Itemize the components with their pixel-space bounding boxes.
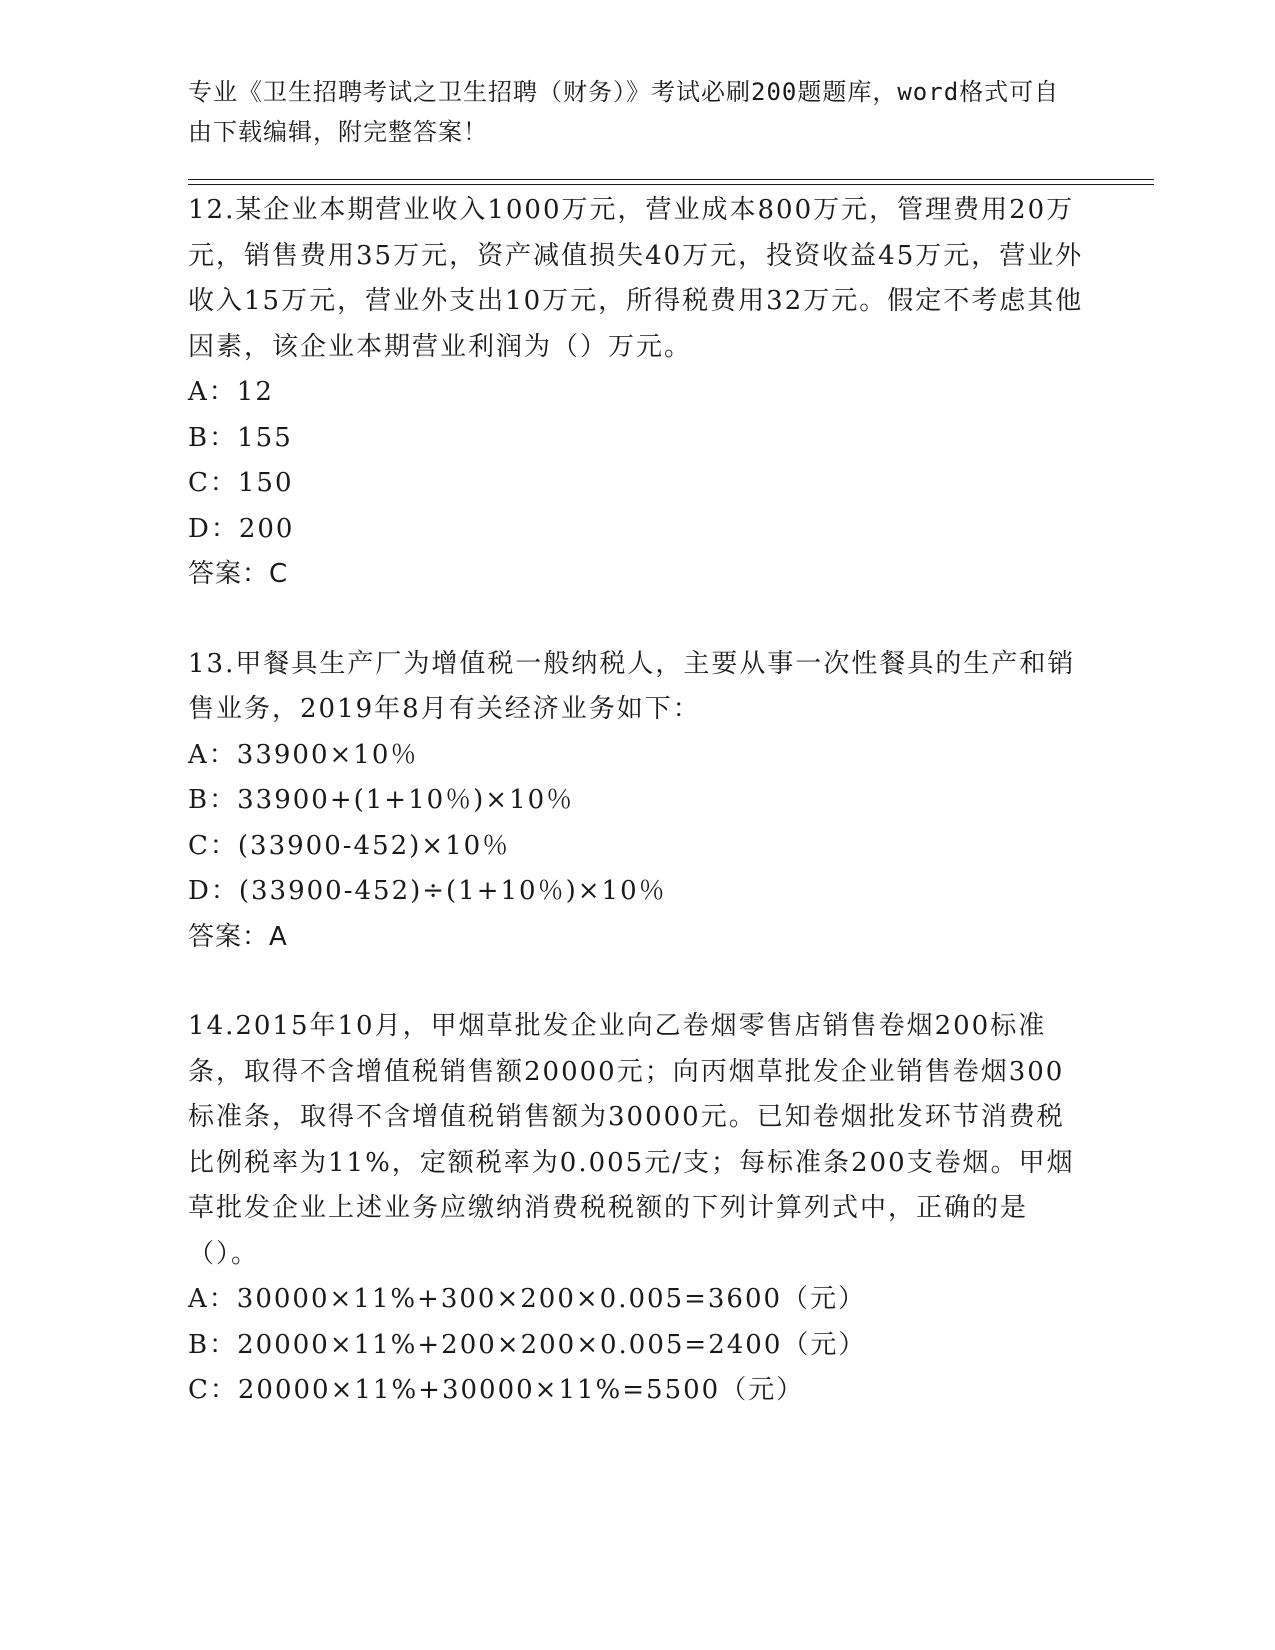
option-b: B：155	[188, 422, 293, 453]
question-12	[188, 188, 1088, 598]
header-line-1: 专业《卫生招聘考试之卫生招聘（财务）》考试必刷200题题库，word格式可自	[188, 78, 1060, 106]
option-c: C：(33900-452)×10％	[188, 830, 511, 861]
option-a: A：12	[188, 377, 274, 407]
question-text: 13.甲餐具生产厂为增值税一般纳税人，主要从事一次性餐具的生产和销售业务，2019年8月有关经济业务如下：	[188, 648, 1076, 724]
option-c: C：20000×11%+30000×11%=5500（元）	[188, 1375, 805, 1405]
question-14	[188, 1004, 1088, 1414]
option-b: B：33900+(1+10％)×10％	[188, 785, 575, 815]
option-c: C：150	[188, 468, 294, 498]
header-rule-bottom	[188, 184, 1154, 185]
header-line-2: 由下载编辑，附完整答案！	[188, 118, 488, 146]
question-list	[188, 188, 1088, 1458]
header-rule-top	[188, 179, 1154, 180]
option-d: D：200	[188, 513, 295, 544]
document-header	[188, 72, 1068, 152]
question-text: 12.某企业本期营业收入1000万元，营业成本800万元，管理费用20万元，销售费用35万元，资产减值损失40万元，投资收益45万元，营业外收入15万元，营业外支出10万元，所得税费用32万元。假定不考虑其他因素，该企业本期营业利润为（）万元。	[188, 195, 1084, 362]
question-text: 14.2015年10月，甲烟草批发企业向乙卷烟零售店销售卷烟200标准条，取得不含增值税销售额20000元；向丙烟草批发企业销售卷烟300标准条，取得不含增值税销售额为30000元。已知卷烟批发环节消费税比例税率为11%，定额税率为0.005元/支；每标准条200支卷烟。甲烟草批发企业上述业务应缴纳消费税税额的下列计算列式中，正确的是（）。	[188, 1011, 1075, 1269]
option-a: A：33900×10％	[188, 739, 419, 770]
question-13	[188, 642, 1088, 961]
answer: 答案：A	[188, 921, 288, 952]
option-d: D：(33900-452)÷(1+10％)×10％	[188, 876, 667, 906]
option-a: A：30000×11%+300×200×0.005=3600（元）	[188, 1284, 867, 1314]
answer: 答案：C	[188, 559, 289, 589]
option-b: B：20000×11%+200×200×0.005=2400（元）	[188, 1329, 867, 1360]
